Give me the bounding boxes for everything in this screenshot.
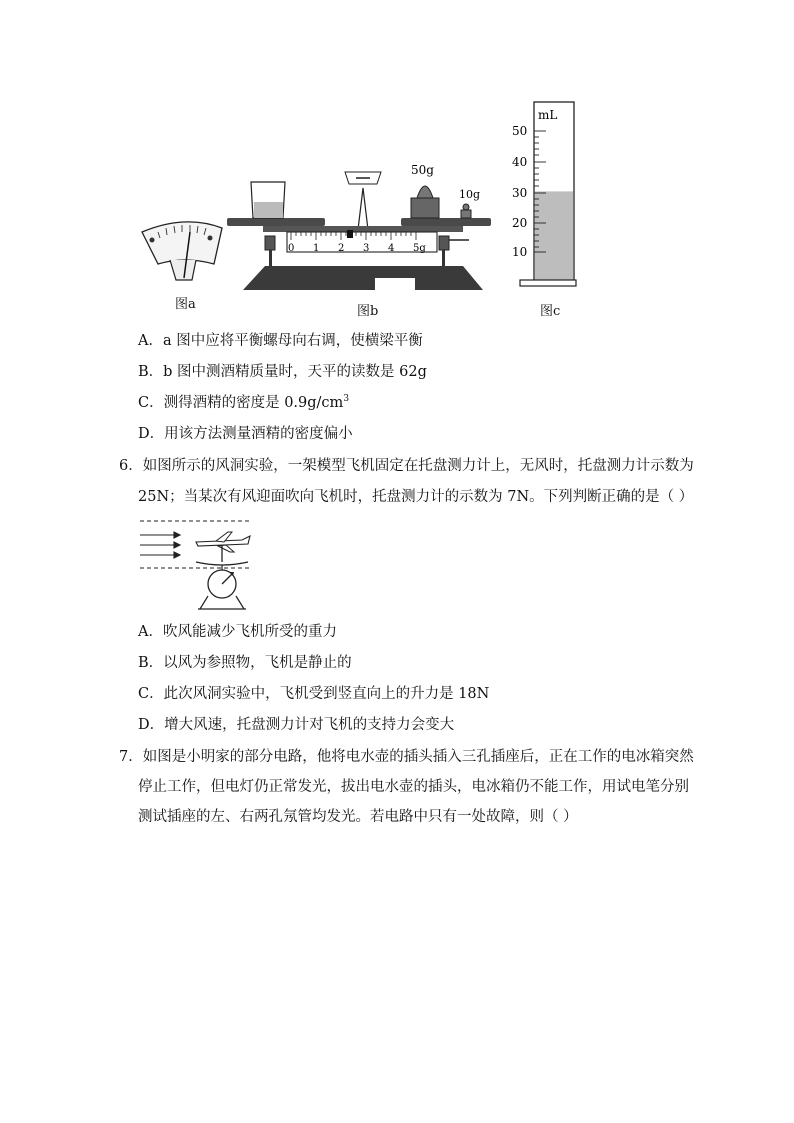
figure-c-caption: 图c [540,304,561,319]
cylinder-mark-10: 10 [512,245,528,259]
scale-tick-1: 1 [313,243,320,254]
wind-tunnel-figure [138,516,258,612]
cylinder-mark-30: 30 [512,186,528,200]
q6-option-d: D．增大风速，托盘测力计对飞机的支持力会变大 [138,717,455,733]
q6-option-c: C．此次风洞实验中，飞机受到竖直向上的升力是 18N [138,686,490,702]
wind-tunnel-diagram [138,516,258,612]
weight-10g-label: 10g [459,188,481,201]
q5-option-c-text: C．测得酒精的密度是 0.9g/cm [138,395,344,411]
cylinder-unit-label: mL [538,108,558,122]
q7-stem-line-1: 7．如图是小明家的部分电路，他将电水壶的插头插入三孔插座后，正在工作的电冰箱突然 [119,749,694,765]
q5-option-c [138,393,349,413]
scale-tick-3: 3 [363,243,370,254]
figure-a [140,218,230,313]
rider-weight [347,230,353,238]
q7-stem-line-2: 停止工作，但电灯仍正常发光，拔出电水壶的插头，电冰箱仍不能工作，用试电笔分别 [138,779,689,795]
graduated-cylinder-diagram [508,100,588,292]
scale-tick-2: 2 [338,243,345,254]
q7-stem-line-3: 测试插座的左、右两孔氖管均发光。若电路中只有一处故障，则（ ） [138,809,578,825]
q5-option-d: D．用该方法测量酒精的密度偏小 [138,426,353,442]
scale-tick-0: 0 [288,243,295,254]
q6-stem-line-2: 25N；当某次有风迎面吹向飞机时，托盘测力计的示数为 7N。下列判断正确的是（ ） [138,489,694,505]
q6-option-a: A．吹风能减少飞机所受的重力 [138,624,337,640]
figure-b [225,160,495,320]
balance-dial-diagram [140,218,230,288]
q5-option-a: A．a 图中应将平衡螺母向右调，使横梁平衡 [138,333,423,349]
scale-tick-5g: 5g [413,243,426,254]
lever-balance-diagram [225,160,495,295]
q6-option-b: B．以风为参照物，飞机是静止的 [138,655,352,671]
figure-b-caption: 图b [357,304,379,319]
q5-option-b: B．b 图中测酒精质量时，天平的读数是 62g [138,364,427,380]
liquid-level [535,191,573,281]
q6-stem-line-1: 6．如图所示的风洞实验，一架模型飞机固定在托盘测力计上，无风时，托盘测力计示数为 [119,458,694,474]
q5-option-c-superscript: 3 [343,394,350,404]
figure-a-caption: 图a [175,297,196,312]
scale-tick-4: 4 [388,243,395,254]
figure-c [508,100,588,320]
cylinder-mark-50: 50 [512,124,528,138]
weight-50g-label: 50g [411,163,434,177]
cylinder-mark-40: 40 [512,155,528,169]
cylinder-mark-20: 20 [512,216,528,230]
